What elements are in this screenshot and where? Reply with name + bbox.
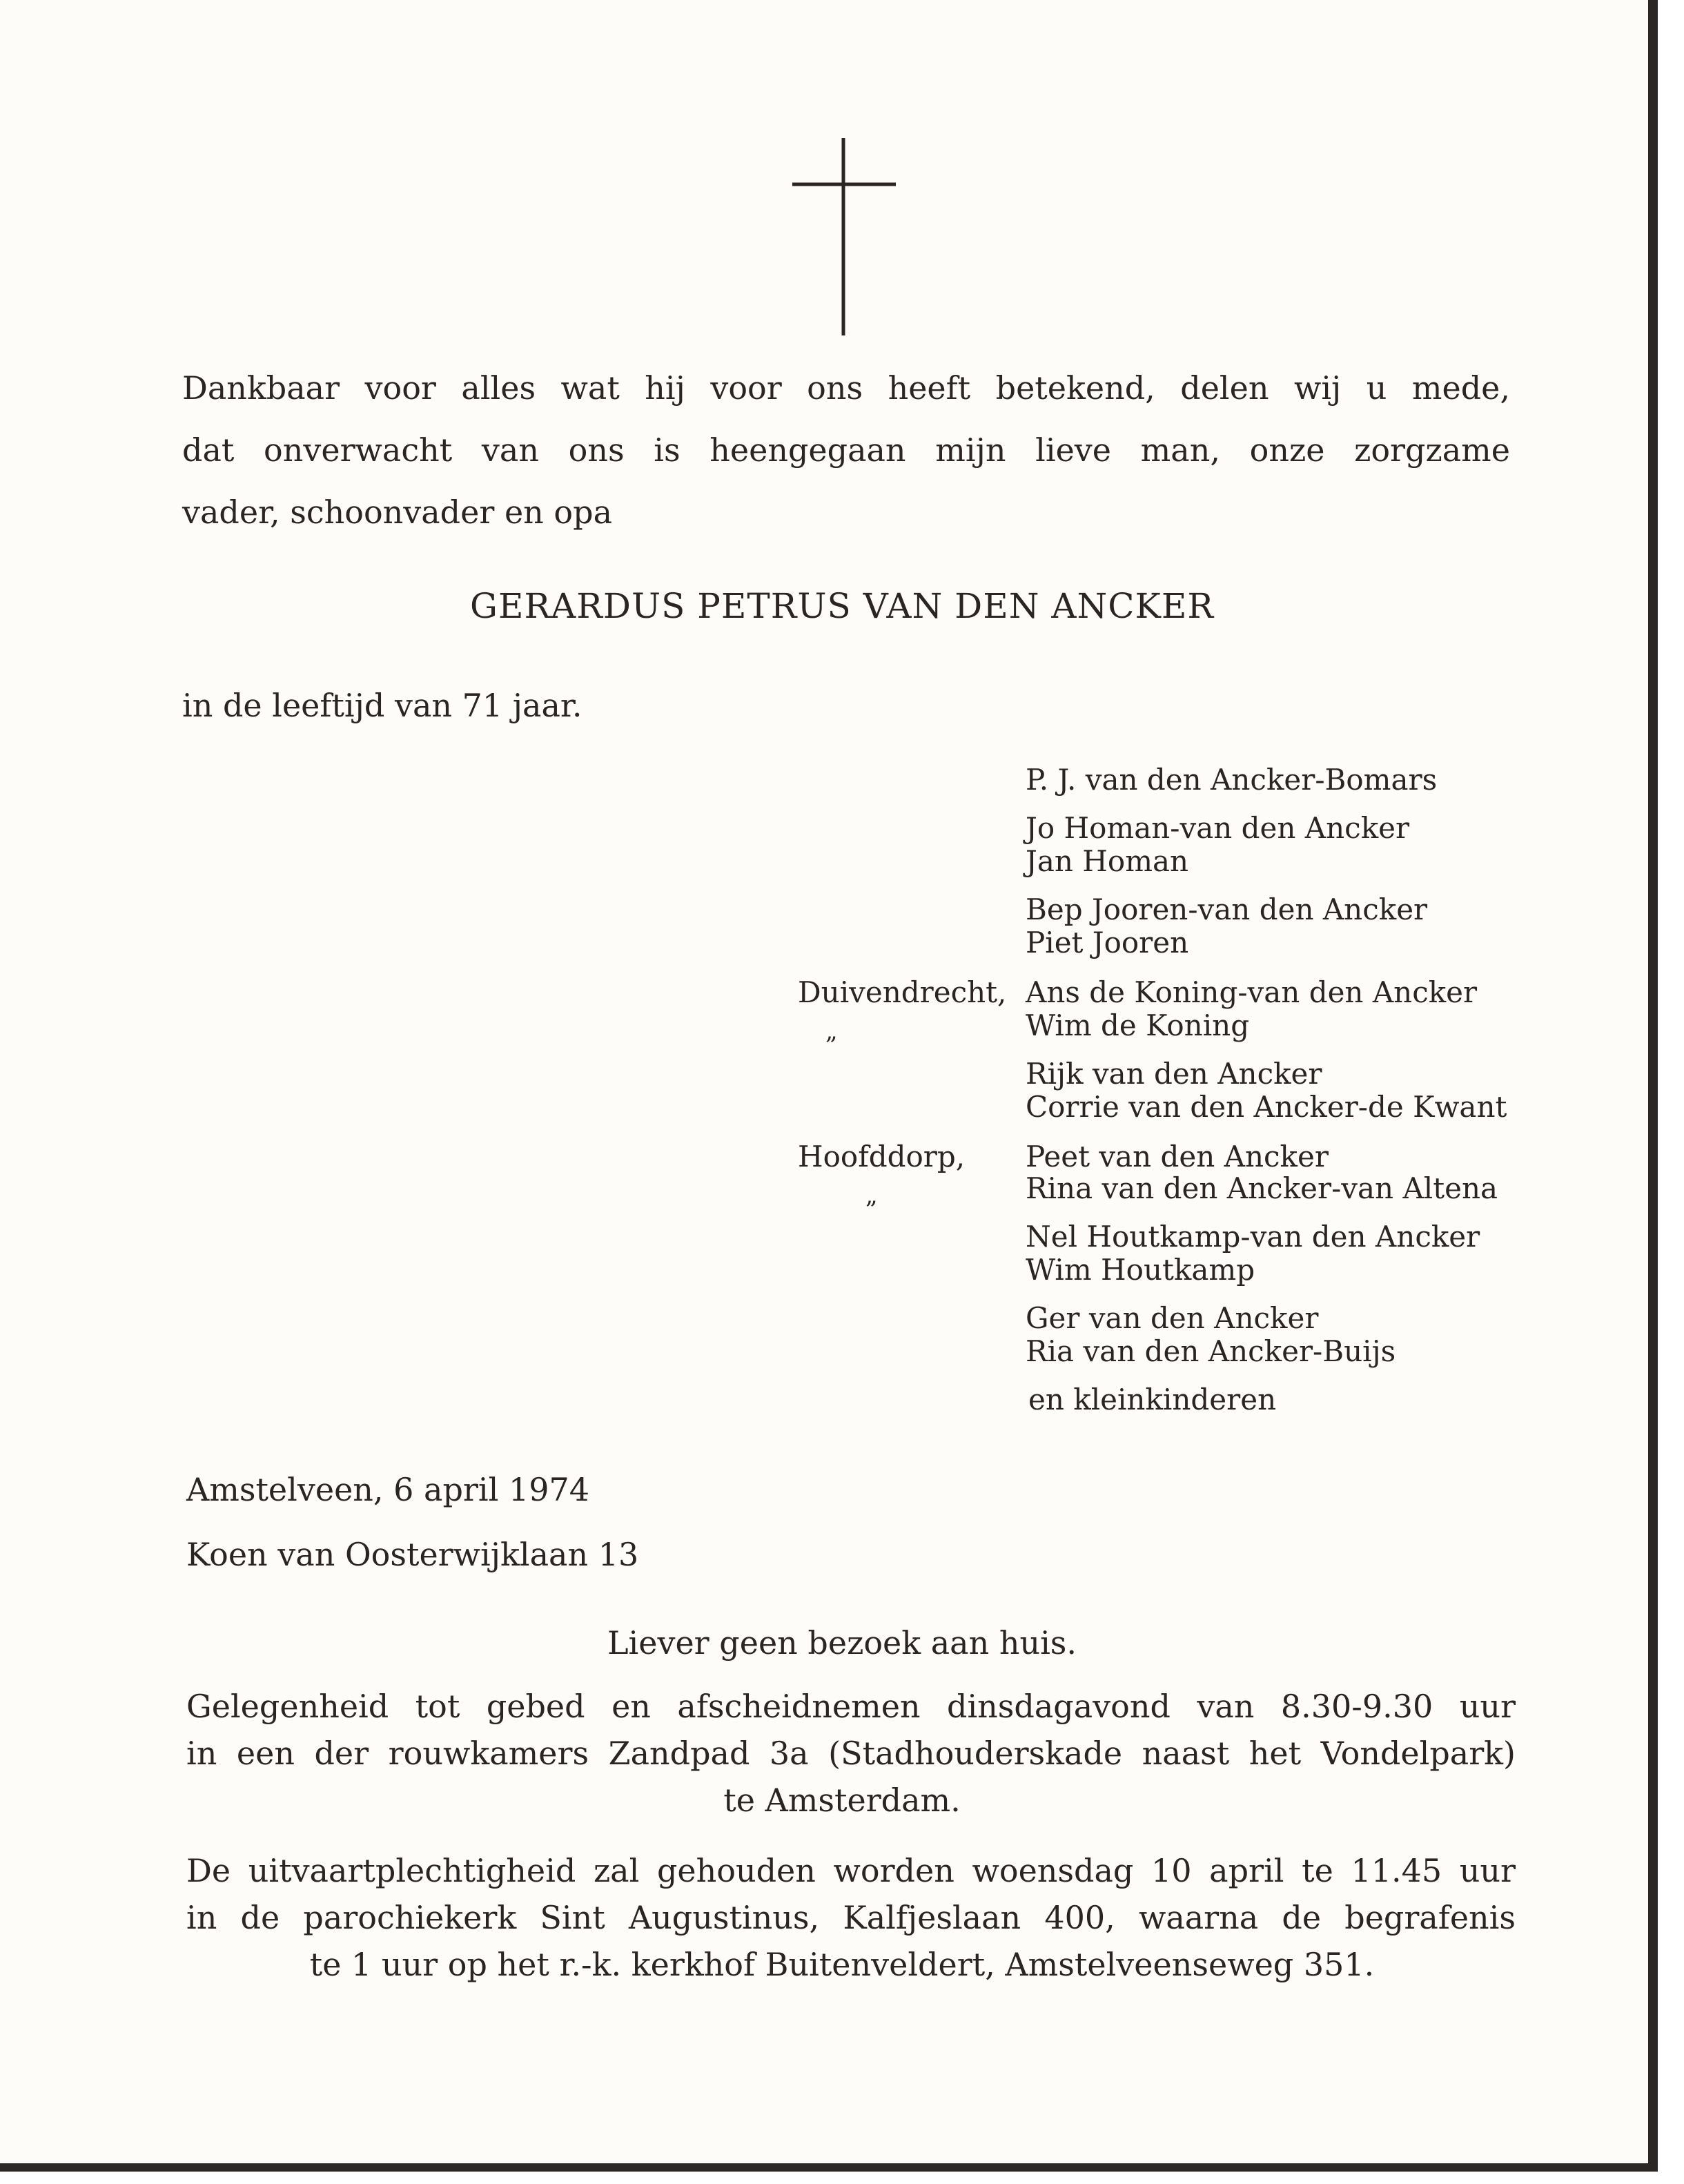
viewing-line-2: in een der rouwkamers Zandpad 3a (Stadhouderskade naast het Vondelpark) [186, 1735, 1516, 1772]
family-name: Ger van den Ancker [1026, 1301, 1319, 1335]
family-name: Wim de Koning [1026, 1008, 1250, 1042]
family-name: Bep Jooren-van den Ancker [1026, 893, 1428, 926]
place-date: Amstelveen, 6 april 1974 [186, 1471, 590, 1508]
family-name: Wim Houtkamp [1026, 1253, 1255, 1287]
intro-line-2: dat onverwacht van ons is heengegaan mijn lieve man, onze zorgzame [182, 431, 1510, 469]
funeral-line-1: De uitvaartplechtigheid zal gehouden worden woensdag 10 april te 11.45 uur [186, 1852, 1516, 1889]
card-border-bottom [0, 2163, 1658, 2172]
street-address: Koen van Oosterwijklaan 13 [186, 1536, 639, 1573]
family-name: Peet van den Ancker [1026, 1140, 1329, 1173]
family-name: Ria van den Ancker-Buijs [1026, 1334, 1396, 1368]
deceased-name: GERARDUS PETRUS VAN DEN ANCKER [470, 586, 1214, 626]
family-name: Jo Homan-van den Ancker [1026, 811, 1410, 845]
intro-line-1: Dankbaar voor alles wat hij voor ons heeft betekend, delen wij u mede, [182, 369, 1510, 407]
family-name: Nel Houtkamp-van den Ancker [1026, 1220, 1480, 1254]
family-name: Rijk van den Ancker [1026, 1057, 1322, 1091]
intro-line-3: vader, schoonvader en opa [182, 494, 612, 531]
place-hoofddorp-ditto: „ [865, 1182, 878, 1209]
age-line: in de leeftijd van 71 jaar. [182, 687, 582, 724]
no-visit-notice: Liever geen bezoek aan huis. [607, 1624, 1077, 1661]
family-name: Ans de Koning-van den Ancker [1026, 975, 1478, 1009]
funeral-line-2: in de parochiekerk Sint Augustinus, Kalfjeslaan 400, waarna de begrafenis [186, 1899, 1516, 1936]
place-hoofddorp: Hoofddorp, [798, 1140, 966, 1173]
family-name: Corrie van den Ancker-de Kwant [1026, 1090, 1507, 1124]
viewing-line-1: Gelegenheid tot gebed en afscheidnemen dinsdagavond van 8.30-9.30 uur [186, 1688, 1516, 1725]
family-name: Piet Jooren [1026, 926, 1189, 959]
family-grandchildren: en kleinkinderen [1028, 1383, 1277, 1416]
card-border-right [1648, 0, 1658, 2172]
viewing-line-3: te Amsterdam. [723, 1782, 961, 1819]
place-duivendrecht: Duivendrecht, [798, 975, 1007, 1009]
family-name: P. J. van den Ancker-Bomars [1026, 763, 1438, 797]
family-name: Rina van den Ancker-van Altena [1026, 1171, 1498, 1205]
place-duivendrecht-ditto: „ [825, 1017, 838, 1045]
family-name: Jan Homan [1026, 844, 1189, 878]
funeral-line-3: te 1 uur op het r.-k. kerkhof Buitenveldert, Amstelveenseweg 351. [309, 1946, 1375, 1983]
